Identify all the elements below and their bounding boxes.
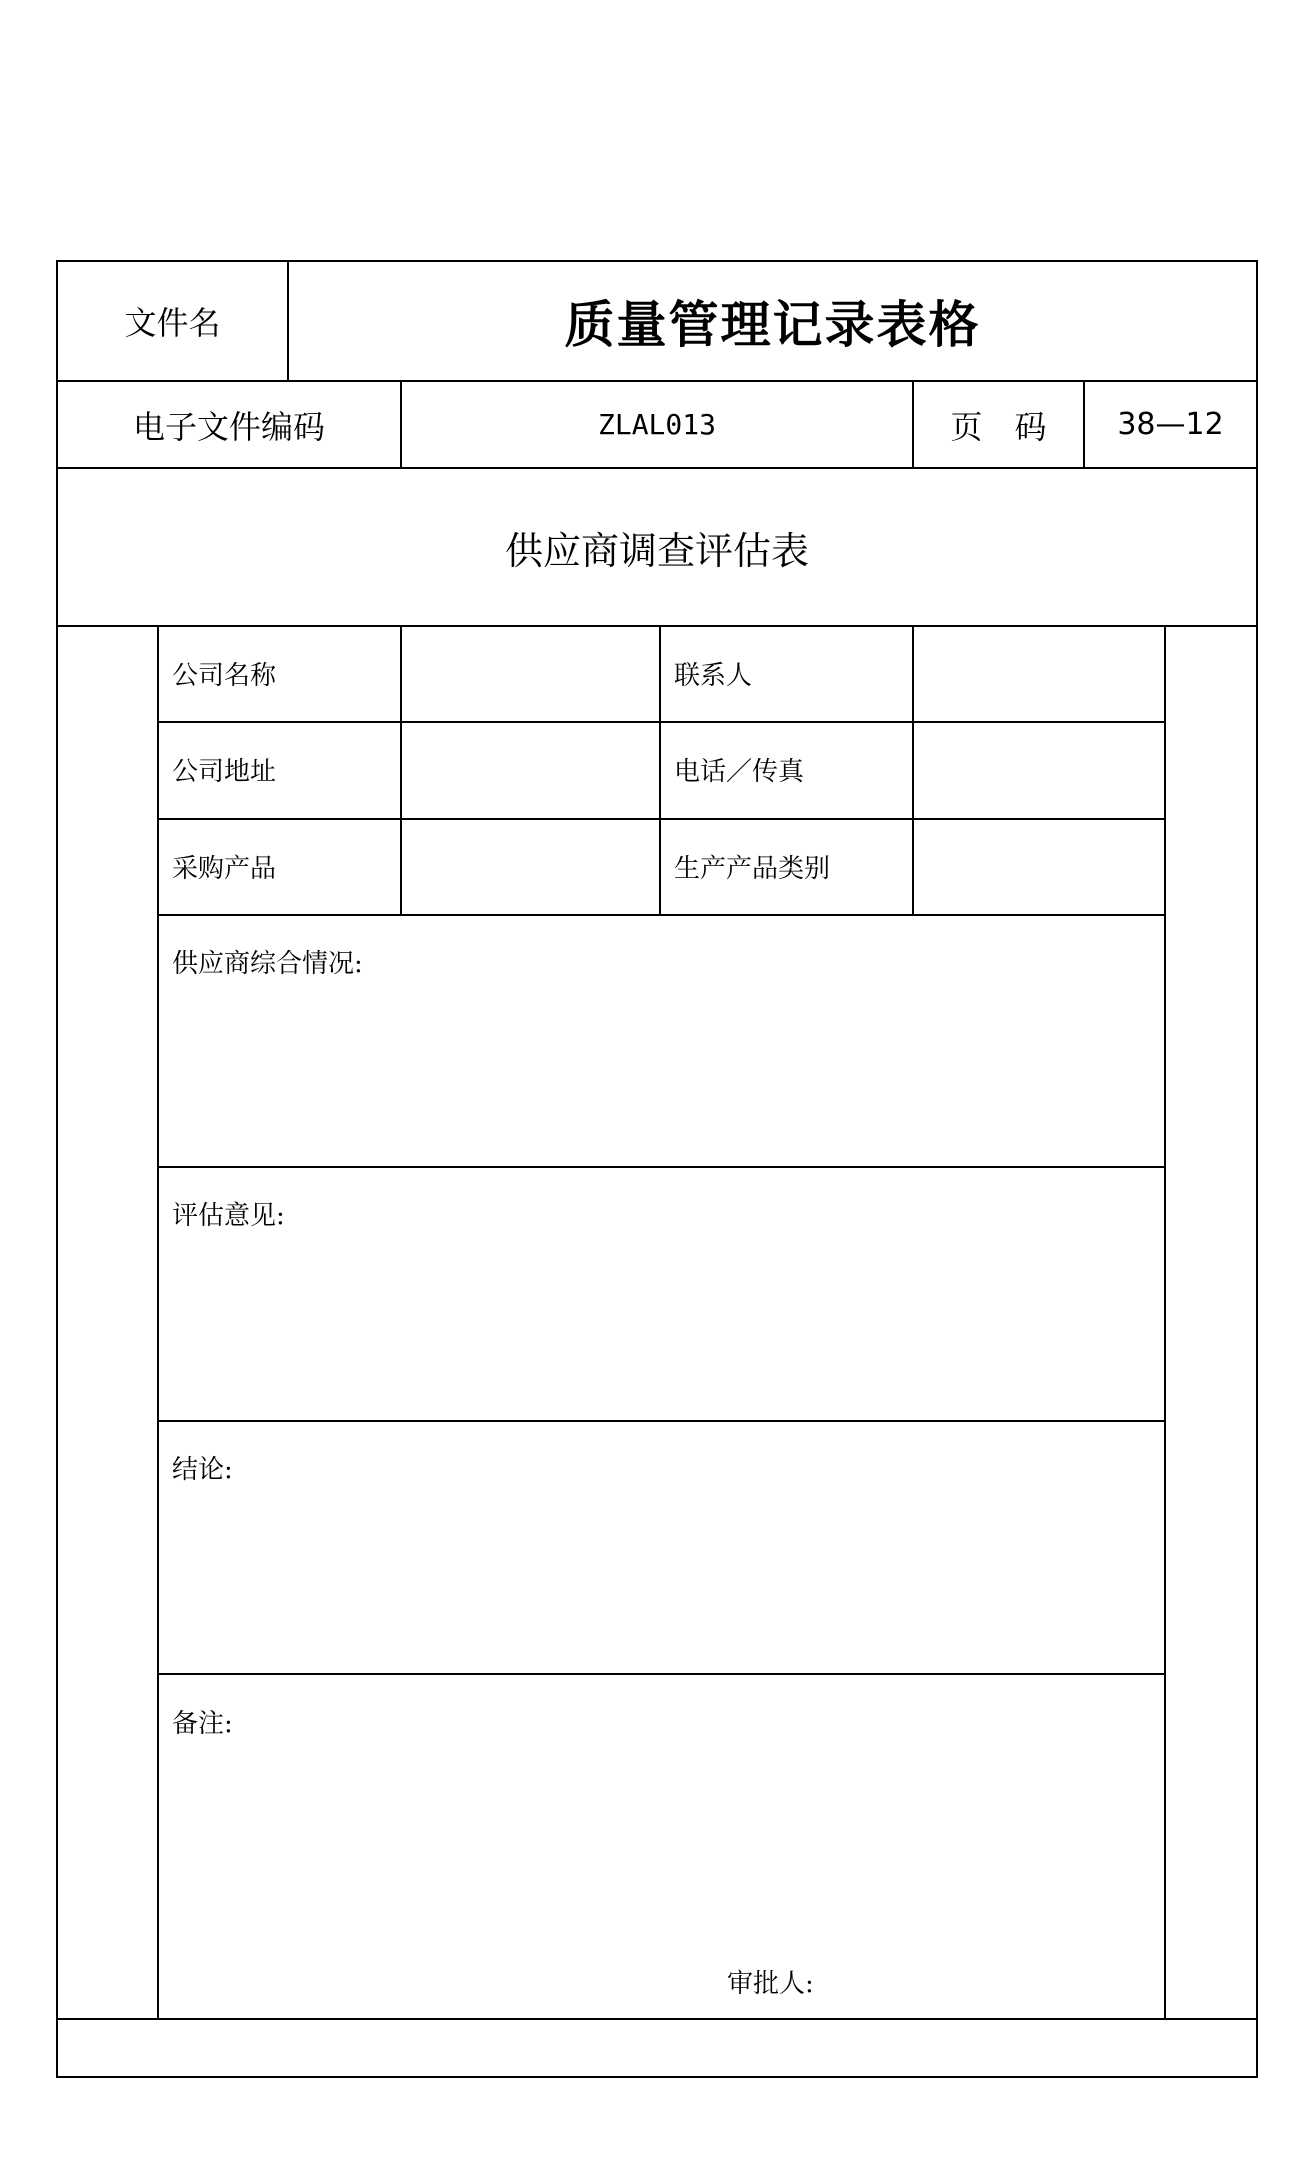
- divider: [57, 2018, 1257, 2020]
- overview-label: 供应商综合情况:: [172, 949, 363, 979]
- remarks-label: 备注:: [172, 1709, 233, 1739]
- evaluation-field[interactable]: [159, 1232, 1163, 1418]
- overview-field[interactable]: [159, 980, 1163, 1164]
- approver-label: 审批人:: [727, 1969, 814, 1999]
- inner-right-border: [1164, 626, 1166, 2018]
- company-name-label: 公司名称: [172, 661, 277, 691]
- page-label: 页 码: [950, 407, 1047, 446]
- form-title: 供应商调查评估表: [504, 528, 809, 573]
- contact-label: 联系人: [674, 661, 753, 691]
- divider: [158, 1166, 1165, 1168]
- divider: [158, 1673, 1165, 1675]
- company-name-field[interactable]: [402, 627, 659, 721]
- conclusion-field[interactable]: [159, 1486, 1163, 1671]
- divider: [659, 626, 661, 915]
- company-address-field[interactable]: [402, 723, 659, 818]
- conclusion-label: 结论:: [172, 1455, 233, 1485]
- phone-fax-label: 电话／传真: [674, 757, 805, 787]
- code-value: ZLAL013: [597, 408, 716, 441]
- phone-fax-field[interactable]: [914, 723, 1164, 818]
- evaluation-label: 评估意见:: [172, 1201, 285, 1231]
- purchased-product-label: 采购产品: [172, 854, 277, 884]
- company-address-label: 公司地址: [172, 757, 277, 787]
- contact-field[interactable]: [914, 627, 1164, 721]
- purchased-product-field[interactable]: [402, 820, 659, 914]
- remarks-field[interactable]: [159, 1740, 1163, 1940]
- page-title: 质量管理记录表格: [564, 296, 981, 354]
- divider: [158, 914, 1165, 916]
- product-category-label: 生产产品类别: [674, 854, 831, 884]
- code-label: 电子文件编码: [132, 407, 325, 446]
- file-name-label: 文件名: [124, 304, 221, 342]
- product-category-field[interactable]: [914, 820, 1164, 914]
- divider: [158, 1420, 1165, 1422]
- page-value: 38—12: [1117, 407, 1224, 442]
